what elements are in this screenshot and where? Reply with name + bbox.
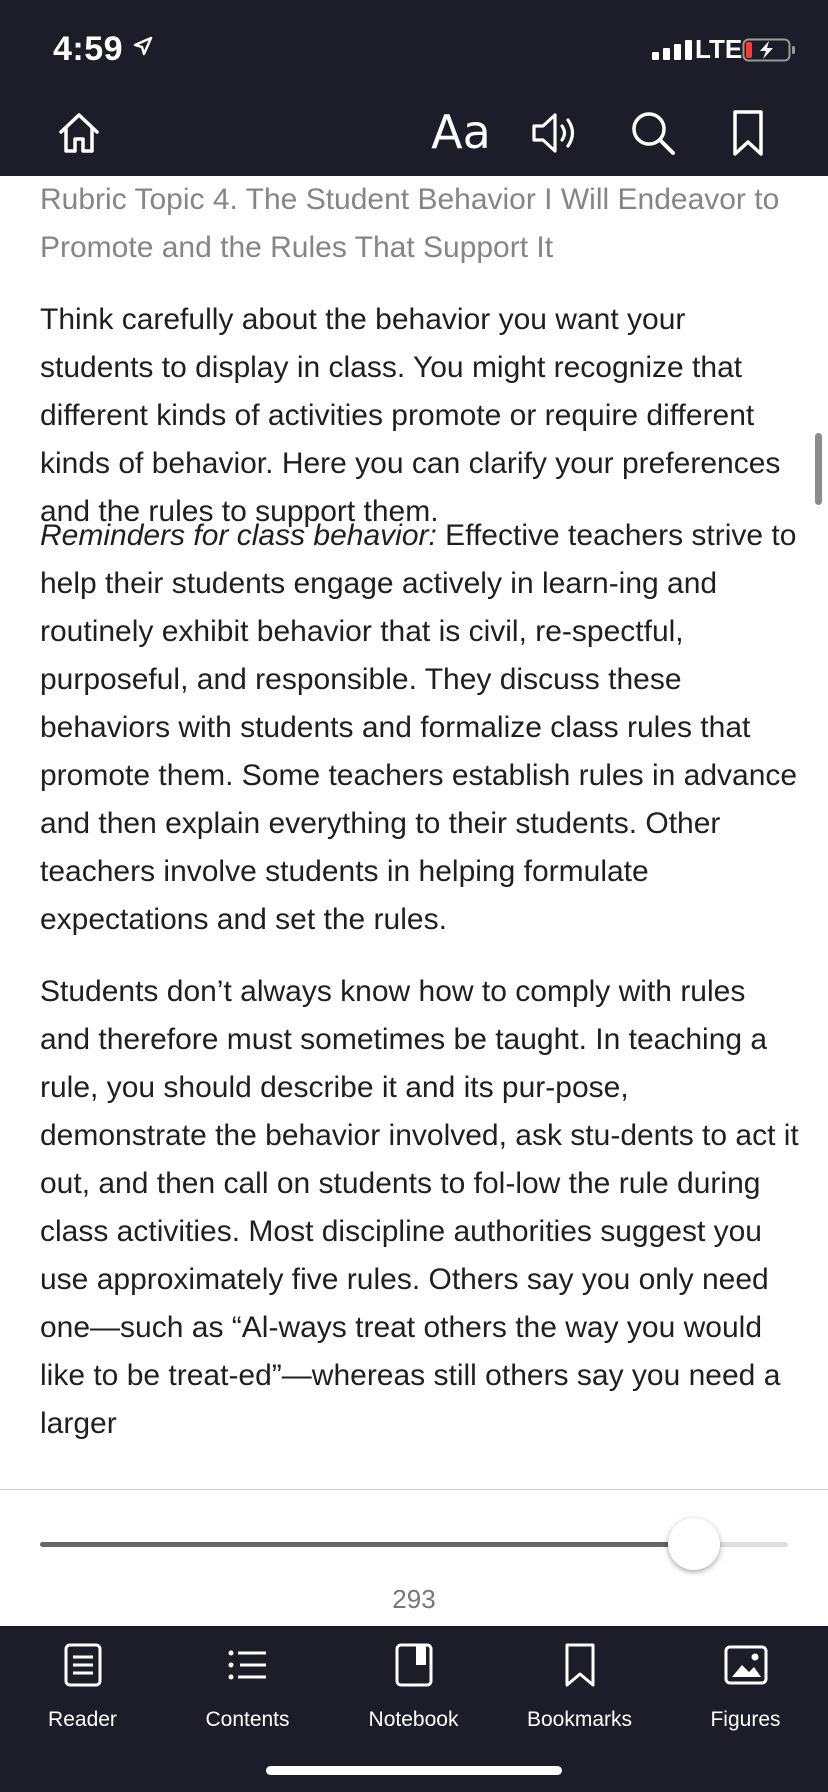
paragraph-1-text: Think carefully about the behavior you want your students to display in class. You might recognize that different kinds of activities promote or require different kinds of behavior. Here you can clarify your preferences and the rules to support them.: [40, 303, 781, 528]
tab-notebook-label: Notebook: [368, 1708, 459, 1731]
reader-toolbar: [0, 90, 828, 176]
home-indicator[interactable]: [266, 1766, 562, 1775]
signal-bars-icon: [652, 40, 692, 60]
paragraph-2: [40, 512, 800, 944]
section-heading: Rubric Topic 4. The Student Behavior I Will Endeavor to Promote and the Rules That Support It: [40, 183, 780, 264]
bookmark-icon[interactable]: [724, 106, 772, 160]
figures-image-icon: [663, 1642, 828, 1688]
tab-reader[interactable]: [0, 1626, 165, 1792]
network-type: LTE: [695, 34, 743, 64]
tab-reader-label: Reader: [48, 1708, 117, 1731]
status-time: 4:59: [53, 30, 124, 68]
home-icon[interactable]: [52, 106, 106, 160]
paragraph-3-text: Students don’t always know how to comply with rules and therefore must sometimes be taught. In teaching a rule, you should describe it and its pur-pose, demonstrate the behavior involved, ask stu-dents to act it out, and then call on students to fol-low the rule during class activities. Most discipline authorities suggest you use approximately five rules. Others say you only need one—such as “Al-ways treat others the way you would like to be treat-ed”—whereas still others say you need a larger: [40, 975, 799, 1440]
tab-contents-label: Contents: [205, 1708, 290, 1731]
font-settings-label: Aa: [431, 105, 491, 159]
content-divider: [0, 1489, 828, 1490]
reader-content[interactable]: [0, 176, 828, 1490]
notebook-icon: [331, 1642, 496, 1688]
location-arrow-icon: [133, 36, 153, 61]
paragraph-1: [40, 296, 800, 536]
font-settings-button[interactable]: [426, 102, 496, 162]
speaker-icon[interactable]: [528, 106, 584, 160]
tab-figures-label: Figures: [710, 1708, 781, 1731]
page-number: 293: [392, 1584, 436, 1614]
paragraph-2-text: Effective teachers strive to help their students engage actively in learn-ing and routinely exhibit behavior that is civil, re-spectful, purposeful, and responsible. They discuss these behaviors with students and formalize class rules that promote them. Some teachers establish rules in advance and then explain everything to their students. Other teachers involve students in helping formulate expectations and set the rules.: [40, 519, 798, 936]
search-icon[interactable]: [626, 106, 680, 160]
paragraph-2-lead: Reminders for class behavior:: [40, 519, 437, 552]
battery-charging-icon: [742, 38, 796, 67]
reader-icon: [0, 1642, 165, 1688]
page-slider[interactable]: [40, 1542, 788, 1547]
status-bar: [0, 0, 828, 90]
paragraph-3: [40, 968, 800, 1448]
page-slider-fill: [40, 1542, 694, 1547]
contents-list-icon: [165, 1642, 330, 1688]
bookmarks-icon: [497, 1642, 662, 1688]
tab-bookmarks-label: Bookmarks: [526, 1708, 633, 1731]
page-slider-thumb[interactable]: [668, 1518, 720, 1570]
tab-figures[interactable]: [663, 1626, 828, 1792]
content-scroll-indicator[interactable]: [815, 433, 822, 505]
